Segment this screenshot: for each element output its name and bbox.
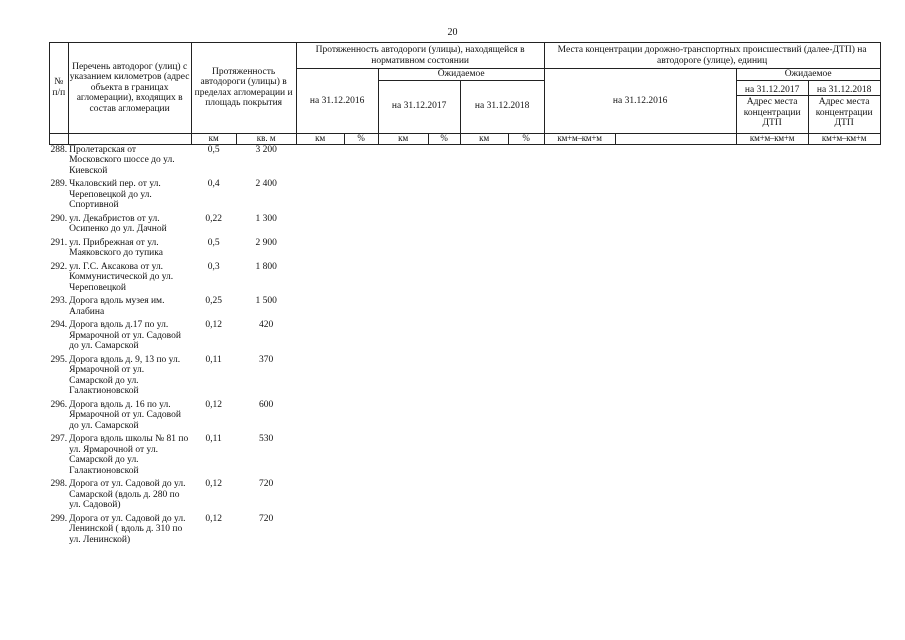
row-empty-cell — [460, 238, 508, 262]
row-length-km: 0,4 — [207, 179, 220, 189]
row-empty-cell — [615, 479, 736, 514]
row-empty-cell — [736, 514, 808, 549]
row-empty-cell — [808, 144, 880, 179]
row-number: 296. — [50, 399, 68, 410]
row-empty-cell — [378, 479, 428, 514]
row-empty-cell — [378, 355, 428, 400]
row-empty-cell — [736, 479, 808, 514]
row-empty-cell — [428, 355, 460, 400]
header-dtp-2017-address: Адрес места концентрации ДТП — [743, 97, 801, 128]
row-empty-cell — [508, 400, 544, 435]
row-empty-cell — [736, 296, 808, 320]
row-area-sqm: 2 400 — [255, 179, 277, 189]
row-empty-cell — [508, 320, 544, 355]
units-2017-km: км — [378, 133, 428, 144]
row-empty-cell — [736, 355, 808, 400]
row-empty-cell — [736, 179, 808, 214]
row-length-km: 0,22 — [205, 213, 222, 224]
units-length-sqm: кв. м — [236, 133, 296, 144]
row-area-sqm: 1 300 — [255, 213, 277, 224]
table-row — [50, 479, 881, 514]
header-number: № п/п — [50, 43, 69, 134]
row-empty-cell — [615, 296, 736, 320]
header-dtp-2018-date: на 31.12.2018 — [809, 85, 880, 97]
row-empty-cell — [615, 238, 736, 262]
row-empty-cell — [736, 214, 808, 238]
row-area-sqm: 530 — [259, 434, 274, 444]
row-empty-cell — [428, 400, 460, 435]
row-number: 293. — [50, 296, 68, 306]
row-empty-cell — [296, 262, 344, 297]
row-road-name: Дорога вдоль музея им. Алабина — [69, 296, 165, 317]
row-empty-cell — [344, 262, 378, 297]
table-row — [50, 320, 881, 355]
row-empty-cell — [460, 144, 508, 179]
row-empty-cell — [428, 479, 460, 514]
row-empty-cell — [508, 434, 544, 479]
row-empty-cell — [460, 434, 508, 479]
row-empty-cell — [296, 214, 344, 238]
row-length-km: 0,12 — [205, 320, 222, 330]
units-2016-percent: % — [344, 133, 378, 144]
row-number: 291. — [50, 237, 68, 248]
row-road-name: ул. Прибрежная от ул. Маяковского до тупика — [69, 237, 163, 258]
row-road-name: Дорога от ул. Садовой до ул. Ленинской ( вдоль д. 310 по ул. Ленинской) — [69, 513, 186, 545]
row-empty-cell — [428, 144, 460, 179]
row-empty-cell — [808, 400, 880, 435]
row-empty-cell — [344, 400, 378, 435]
row-empty-cell — [808, 434, 880, 479]
road-report-table — [49, 42, 881, 548]
table-row — [50, 355, 881, 400]
row-empty-cell — [544, 179, 615, 214]
row-empty-cell — [808, 514, 880, 549]
row-road-name: ул. Г.С. Аксакова от ул. Коммунистической до ул. Череповецкой — [69, 261, 174, 293]
row-empty-cell — [508, 296, 544, 320]
row-empty-cell — [544, 514, 615, 549]
row-empty-cell — [460, 179, 508, 214]
row-number: 289. — [50, 179, 68, 189]
row-empty-cell — [344, 355, 378, 400]
units-2017-percent: % — [428, 133, 460, 144]
row-empty-cell — [808, 320, 880, 355]
units-dtp-2018-address: км+м–км+м — [808, 133, 880, 144]
row-number: 298. — [50, 479, 68, 489]
row-length-km: 0,25 — [205, 296, 222, 306]
header-dtp-2017 — [736, 80, 808, 133]
row-number: 295. — [50, 354, 68, 365]
row-empty-cell — [615, 355, 736, 400]
row-area-sqm: 720 — [259, 513, 274, 524]
row-empty-cell — [808, 479, 880, 514]
row-empty-cell — [736, 320, 808, 355]
row-empty-cell — [615, 320, 736, 355]
row-empty-cell — [508, 262, 544, 297]
row-road-name: Пролетарская от Московского шоссе до ул. Киевской — [69, 144, 175, 176]
row-empty-cell — [544, 214, 615, 238]
row-empty-cell — [344, 214, 378, 238]
row-empty-cell — [378, 179, 428, 214]
row-road-name: Дорога вдоль д. 9, 13 по ул. Ярмарочной от ул. Самарской до ул. Галактионовской — [69, 354, 181, 396]
row-empty-cell — [296, 355, 344, 400]
row-empty-cell — [378, 262, 428, 297]
row-length-km: 0,5 — [207, 144, 220, 155]
row-road-name: Дорога вдоль школы № 81 по ул. Ярмарочной от ул. Самарской до ул. Галактионовской — [69, 434, 189, 476]
units-dtp-2017-address: км+м–км+м — [736, 133, 808, 144]
row-length-km: 0,12 — [205, 513, 222, 524]
units-dtp-reason — [615, 133, 736, 144]
row-empty-cell — [615, 514, 736, 549]
units-2018-km: км — [460, 133, 508, 144]
row-length-km: 0,12 — [205, 479, 222, 489]
table-row — [50, 514, 881, 549]
header-dtp-2018-address: Адрес места концентрации ДТП — [815, 97, 873, 128]
row-empty-cell — [344, 434, 378, 479]
row-empty-cell — [296, 144, 344, 179]
table-row — [50, 262, 881, 297]
header-normative-group: Протяженность автодороги (улицы), находящейся в нормативном состоянии — [296, 43, 544, 69]
row-empty-cell — [344, 320, 378, 355]
row-road-name: Дорога вдоль д. 16 по ул. Ярмарочной от ул. Садовой до ул. Самарской — [69, 399, 181, 431]
row-road-name: Дорога от ул. Садовой до ул. Самарской (вдоль д. 280 по ул. Садовой) — [69, 479, 186, 510]
header-dtp-2018 — [808, 80, 880, 133]
row-empty-cell — [378, 214, 428, 238]
row-empty-cell — [808, 179, 880, 214]
row-empty-cell — [378, 434, 428, 479]
table-row — [50, 434, 881, 479]
row-empty-cell — [615, 144, 736, 179]
row-empty-cell — [508, 514, 544, 549]
page-number: 20 — [447, 27, 458, 38]
table-row — [50, 296, 881, 320]
row-empty-cell — [344, 144, 378, 179]
row-empty-cell — [544, 320, 615, 355]
row-empty-cell — [736, 400, 808, 435]
row-empty-cell — [544, 400, 615, 435]
row-empty-cell — [428, 296, 460, 320]
row-empty-cell — [736, 238, 808, 262]
row-empty-cell — [736, 144, 808, 179]
table-row — [50, 214, 881, 238]
table-row — [50, 238, 881, 262]
row-empty-cell — [544, 479, 615, 514]
row-empty-cell — [460, 355, 508, 400]
row-empty-cell — [428, 238, 460, 262]
row-empty-cell — [736, 434, 808, 479]
row-empty-cell — [508, 179, 544, 214]
row-empty-cell — [378, 296, 428, 320]
row-empty-cell — [296, 238, 344, 262]
row-empty-cell — [344, 514, 378, 549]
row-empty-cell — [508, 238, 544, 262]
row-empty-cell — [296, 320, 344, 355]
row-empty-cell — [508, 355, 544, 400]
row-empty-cell — [808, 214, 880, 238]
row-empty-cell — [615, 434, 736, 479]
row-road-name: Дорога вдоль д.17 по ул. Ярмарочной от ул. Садовой до ул. Самарской — [69, 320, 181, 351]
row-empty-cell — [344, 238, 378, 262]
units-2018-percent: % — [508, 133, 544, 144]
row-empty-cell — [378, 144, 428, 179]
row-area-sqm: 720 — [259, 479, 274, 489]
row-number: 297. — [50, 434, 68, 444]
row-area-sqm: 1 500 — [255, 296, 277, 306]
row-empty-cell — [344, 479, 378, 514]
row-empty-cell — [615, 400, 736, 435]
header-dtp-expected: Ожидаемое — [736, 69, 880, 81]
row-length-km: 0,11 — [205, 434, 222, 444]
row-empty-cell — [544, 262, 615, 297]
units-number — [50, 133, 69, 144]
row-area-sqm: 600 — [259, 399, 274, 410]
header-dtp-2016: на 31.12.2016 — [544, 69, 736, 134]
row-empty-cell — [428, 262, 460, 297]
row-empty-cell — [428, 320, 460, 355]
row-empty-cell — [544, 238, 615, 262]
row-empty-cell — [428, 179, 460, 214]
table-row — [50, 400, 881, 435]
header-normative-2016: на 31.12.2016 — [296, 69, 378, 134]
row-area-sqm: 3 200 — [255, 144, 277, 155]
table-row — [50, 179, 881, 214]
row-empty-cell — [508, 144, 544, 179]
row-empty-cell — [296, 514, 344, 549]
units-road-list — [68, 133, 191, 144]
row-empty-cell — [460, 262, 508, 297]
row-empty-cell — [808, 238, 880, 262]
row-empty-cell — [808, 355, 880, 400]
table-row — [50, 144, 881, 179]
row-empty-cell — [428, 214, 460, 238]
units-length-km: км — [191, 133, 236, 144]
table-body — [50, 144, 881, 548]
row-empty-cell — [344, 179, 378, 214]
row-empty-cell — [508, 479, 544, 514]
row-empty-cell — [544, 434, 615, 479]
row-empty-cell — [460, 400, 508, 435]
row-area-sqm: 420 — [259, 320, 274, 330]
row-number: 294. — [50, 320, 68, 330]
row-length-km: 0,5 — [207, 237, 220, 248]
row-empty-cell — [615, 262, 736, 297]
header-normative-expected: Ожидаемое — [378, 69, 544, 81]
row-empty-cell — [378, 400, 428, 435]
row-empty-cell — [615, 179, 736, 214]
units-2016-km: км — [296, 133, 344, 144]
row-empty-cell — [460, 214, 508, 238]
table-header — [50, 43, 881, 145]
row-empty-cell — [460, 514, 508, 549]
row-road-name: ул. Декабристов от ул. Осипенко до ул. Дачной — [69, 213, 167, 234]
row-number: 290. — [50, 213, 68, 224]
row-area-sqm: 2 900 — [255, 237, 277, 248]
row-empty-cell — [508, 214, 544, 238]
header-normative-2017: на 31.12.2017 — [378, 80, 460, 133]
row-empty-cell — [460, 296, 508, 320]
row-empty-cell — [460, 320, 508, 355]
row-empty-cell — [615, 214, 736, 238]
row-length-km: 0,12 — [205, 399, 222, 410]
row-empty-cell — [378, 514, 428, 549]
header-length: Протяженность автодороги (улицы) в пределах агломерации и площадь покрытия — [191, 43, 296, 134]
row-empty-cell — [544, 144, 615, 179]
row-empty-cell — [378, 238, 428, 262]
row-empty-cell — [428, 514, 460, 549]
row-length-km: 0,3 — [207, 261, 220, 272]
row-empty-cell — [736, 262, 808, 297]
row-number: 292. — [50, 261, 68, 272]
row-empty-cell — [344, 296, 378, 320]
row-area-sqm: 370 — [259, 354, 274, 365]
row-empty-cell — [544, 296, 615, 320]
header-road-list: Перечень автодорог (улиц) с указанием километров (адрес объекта в границах агломерации), входящих в состав агломерации — [68, 43, 191, 134]
row-empty-cell — [296, 400, 344, 435]
row-empty-cell — [296, 179, 344, 214]
row-number: 299. — [50, 513, 68, 524]
row-length-km: 0,11 — [205, 354, 222, 365]
row-empty-cell — [460, 479, 508, 514]
row-empty-cell — [378, 320, 428, 355]
header-dtp-2017-date: на 31.12.2017 — [737, 85, 808, 97]
header-normative-2018: на 31.12.2018 — [460, 80, 544, 133]
row-area-sqm: 1 800 — [255, 261, 277, 272]
row-empty-cell — [544, 355, 615, 400]
row-empty-cell — [296, 479, 344, 514]
row-empty-cell — [808, 296, 880, 320]
row-empty-cell — [296, 296, 344, 320]
row-number: 288. — [50, 144, 68, 155]
row-empty-cell — [808, 262, 880, 297]
row-road-name: Чкаловский пер. от ул. Череповецкой до ул. Спортивной — [69, 179, 161, 210]
row-empty-cell — [428, 434, 460, 479]
units-dtp-2016-address: км+м–км+м — [544, 133, 615, 144]
row-empty-cell — [296, 434, 344, 479]
header-dtp-group: Места концентрации дорожно-транспортных происшествий (далее-ДТП) на автодороге (улице), единиц — [544, 43, 880, 69]
